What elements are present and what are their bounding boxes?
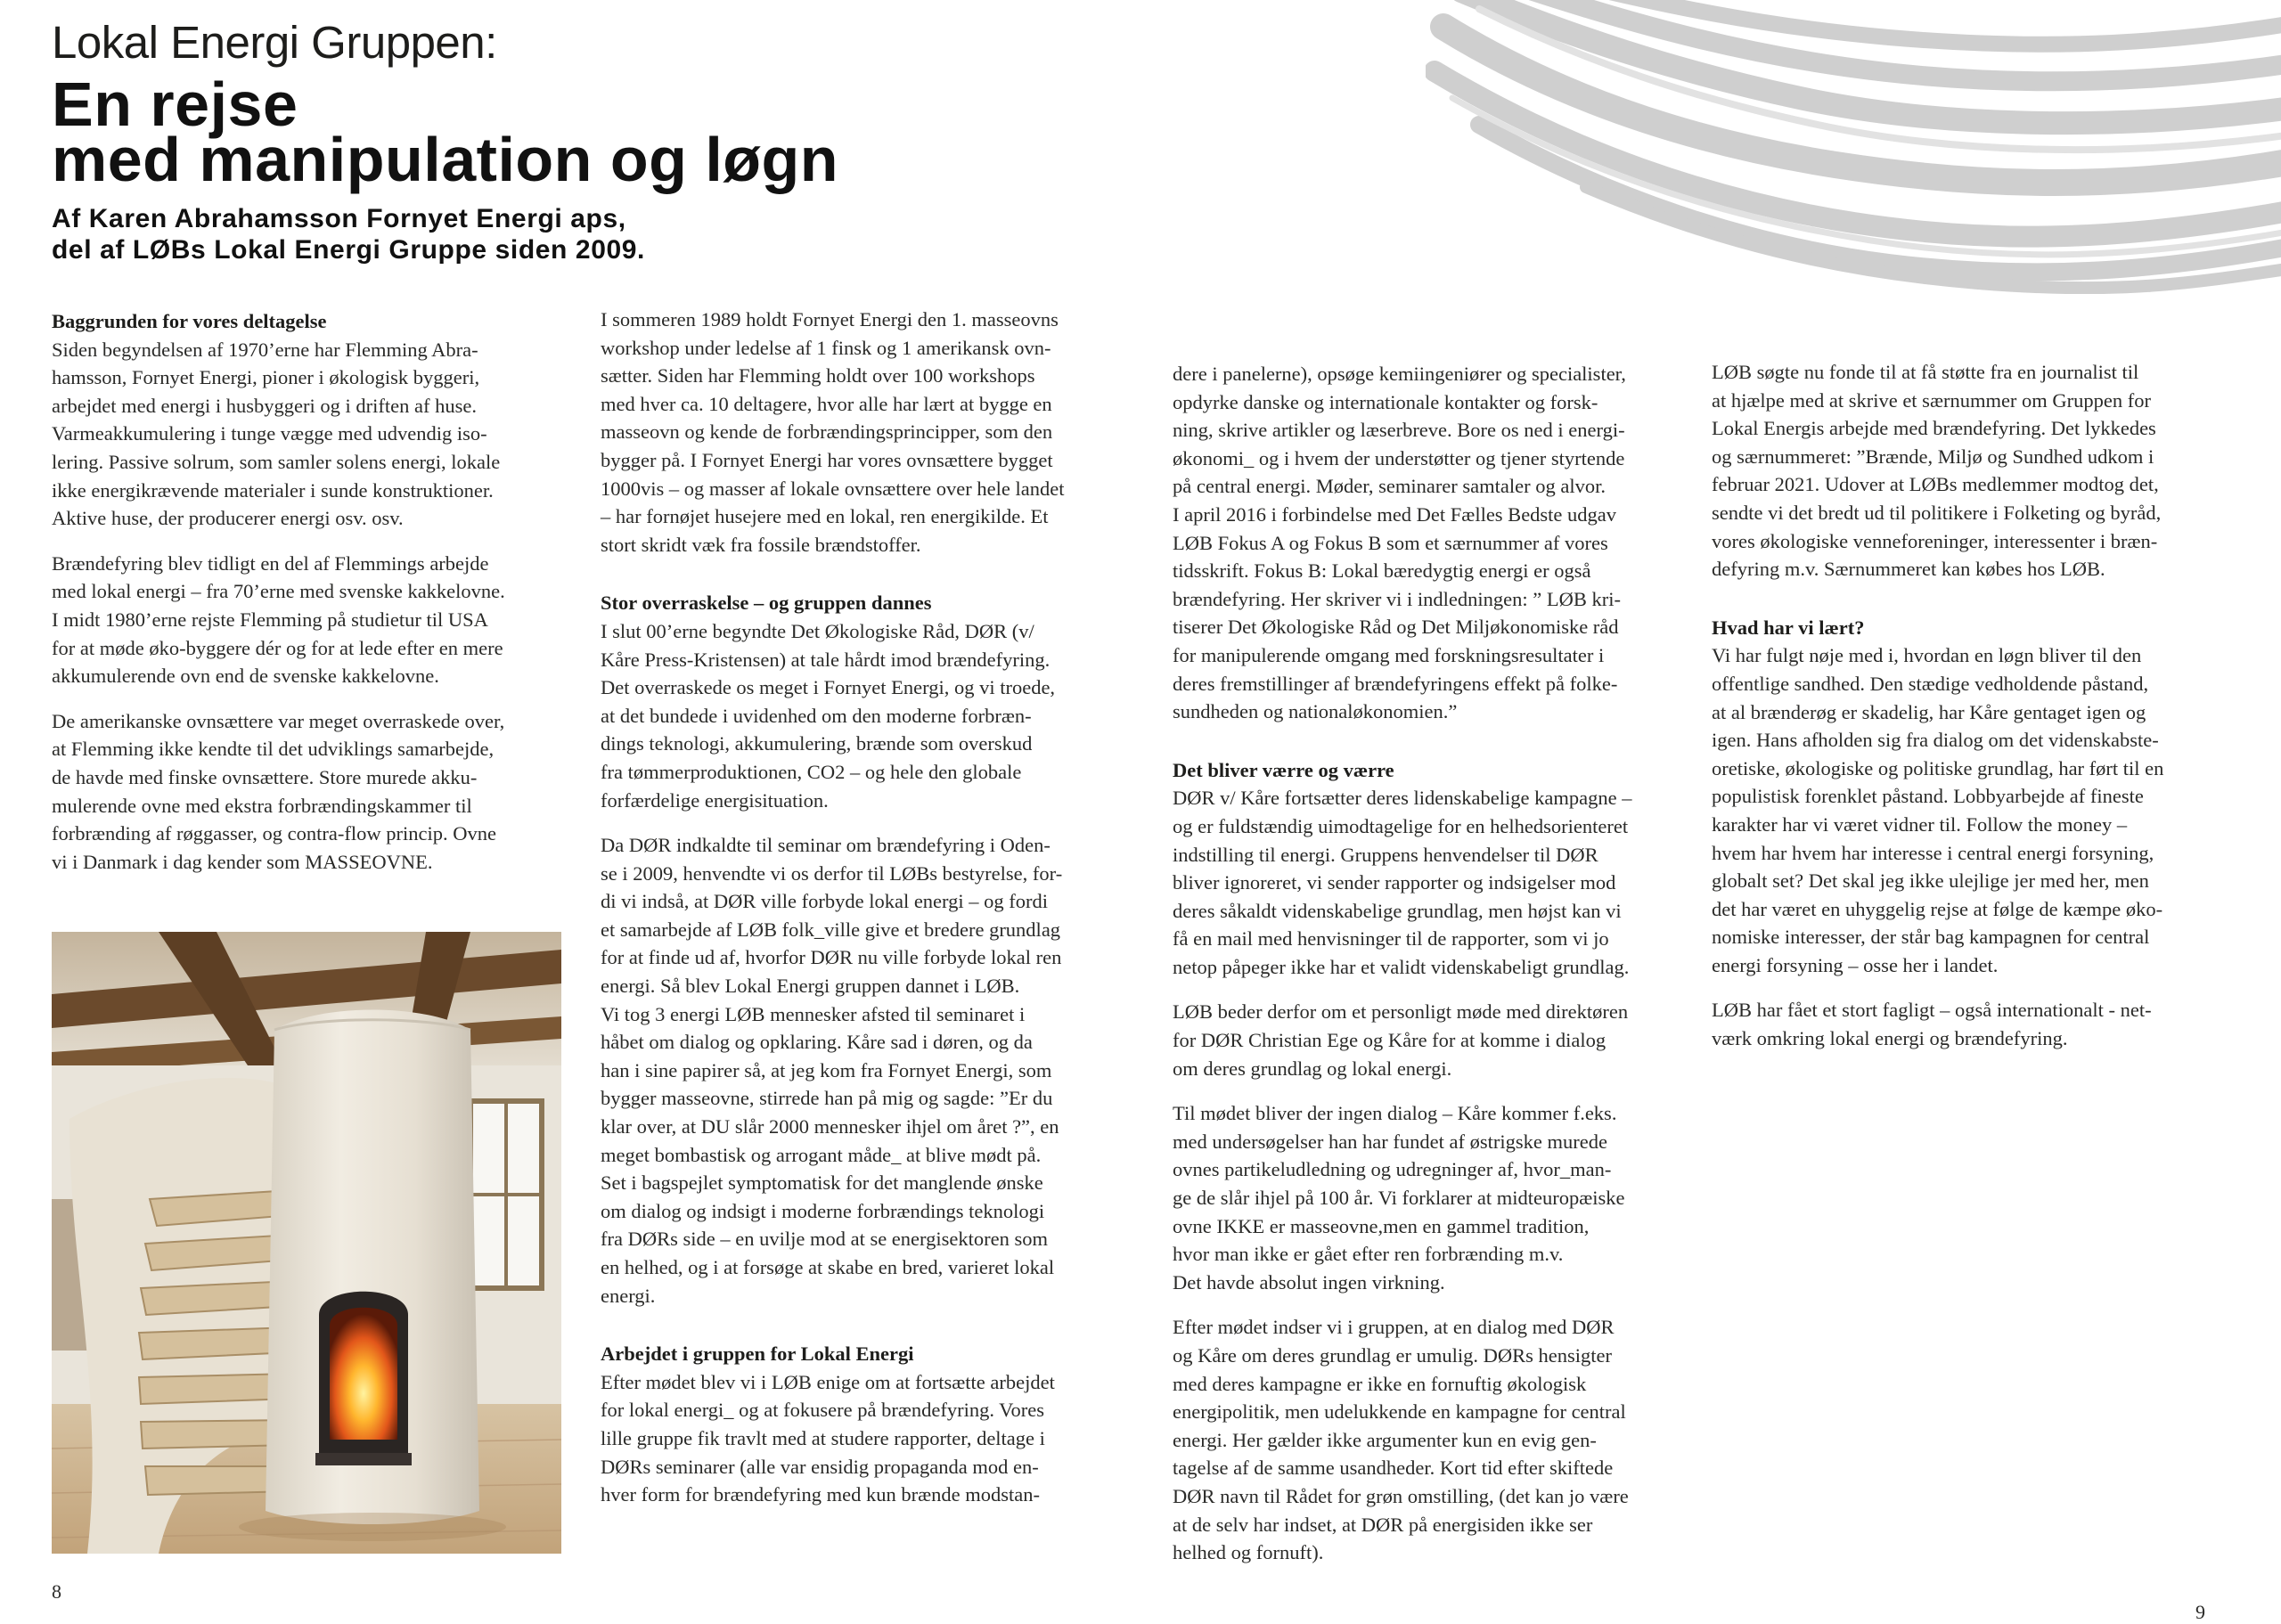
text-line: energi forsyning – osse her i landet.	[1712, 953, 1999, 976]
text-line: han i sine papirer så, at jeg kom fra Fornyet Energi, som	[601, 1058, 1052, 1081]
text-line: sundheden og nationaløkonomien.”	[1173, 700, 1458, 723]
text-line: tagelse af de samme usandheder. Kort tid efter skiftede	[1173, 1457, 1614, 1480]
text-line: med deres kampagne er ikke en fornuftig økologisk	[1173, 1372, 1587, 1395]
text-line: værk omkring lokal energi og brændefyring.	[1712, 1027, 2068, 1050]
text-line: nomiske interesser, der står bag kampagnen for central	[1712, 926, 2150, 949]
text-column-3	[1173, 360, 1680, 1567]
text-line: mulerende ovne med ekstra forbrændingskammer til	[52, 794, 472, 817]
text-line: hver form for brændefyring med kun brænde modstan-	[601, 1483, 1041, 1506]
text-line: DØR navn til Rådet for grøn omstilling, (det kan jo være	[1173, 1484, 1629, 1507]
text-line: globalt set? Det skal jeg ikke ulejlige jer med her, men	[1712, 869, 2149, 893]
text-line: netop påpeger ikke har et validt videnskabeligt grundlag.	[1173, 955, 1630, 978]
text-line: defyring m.v. Særnummeret kan købes hos LØB.	[1712, 558, 2105, 581]
paragraph	[52, 550, 560, 690]
page-number-left: 8	[52, 1580, 61, 1603]
text-line: stort skridt væk fra fossile brændstoffer.	[601, 533, 921, 556]
text-line: for lokal energi_ og at fokusere på brændefyring. Vores	[601, 1399, 1044, 1422]
text-line: opdyrke danske og internationale kontakter og forsk-	[1173, 390, 1598, 413]
paragraph	[52, 336, 560, 533]
paragraph	[1712, 996, 2220, 1052]
text-line: Brændefyring blev tidligt en del af Flemmings arbejde	[52, 551, 489, 575]
text-line: Set i bagspejlet symptomatisk for det manglende ønske	[601, 1171, 1043, 1195]
paragraph	[1712, 358, 2220, 583]
text-line: ge de slår ihjel på 100 år. Vi forklarer at midteuropæiske	[1173, 1187, 1625, 1210]
text-line: helhed og fornuft).	[1173, 1541, 1324, 1564]
text-line: dings teknologi, akkumulering, brænde som overskud	[601, 732, 1033, 755]
text-line: tiserer Det Økologiske Råd og Det Miljøkonomiske råd	[1173, 616, 1619, 639]
text-line: arbejdet med energi i husbyggeri og i driften af huse.	[52, 394, 477, 417]
paragraph	[1173, 1313, 1680, 1566]
text-line: akkumulerende ovn end de svenske kakkelovne.	[52, 665, 439, 688]
text-line: Vi tog 3 energi LØB mennesker afsted til seminaret i	[601, 1002, 1026, 1025]
text-line: bygger på. I Fornyet Energi har vores ovnsættere bygget	[601, 448, 1053, 471]
text-line: meget bombastisk og arrogant måde_ at blive mødt på.	[601, 1143, 1042, 1166]
text-line: de havde med finske ovnsættere. Store murede akku-	[52, 765, 478, 788]
text-line: 1000vis – og masser af lokale ovnsættere over hele landet	[601, 477, 1065, 500]
text-line: Aktive huse, der producerer energi osv. osv.	[52, 507, 404, 530]
text-line: med lokal energi – fra 70’erne med svenske kakkelovne.	[52, 580, 505, 603]
text-line: februar 2021. Udover at LØBs medlemmer modtog det,	[1712, 473, 2159, 496]
text-line: oretiske, økologiske og politiske grundlag, har ført til en	[1712, 756, 2164, 779]
section-heading: Det bliver værre og værre	[1173, 758, 1394, 781]
text-line: I slut 00’erne begyndte Det Økologiske Råd, DØR (v/	[601, 619, 1034, 642]
text-line: brændefyring. Her skriver vi i indledningen: ” LØB kri-	[1173, 587, 1622, 610]
text-line: I april 2016 i forbindelse med Det Fælles Bedste udgav	[1173, 502, 1617, 526]
text-line: offentlige sandhed. Den stædige vedholdende påstand,	[1712, 672, 2149, 695]
paragraph	[1173, 1099, 1680, 1296]
text-line: bygger masseovne, stirrede han på mig og sagde: ”Er du	[601, 1087, 1053, 1110]
text-line: karakter har vi været vidner til. Follow the money –	[1712, 812, 2128, 836]
text-line: LØB beder derfor om et personligt møde med direktøren	[1173, 1000, 1629, 1024]
text-line: energi. Så blev Lokal Energi gruppen dannet i LØB.	[601, 975, 1020, 998]
text-line: fra DØRs side – en uvilje mod at se energisektoren som	[601, 1228, 1048, 1251]
article-kicker: Lokal Energi Gruppen:	[52, 17, 497, 68]
text-line: for at finde ud af, hvorfor DØR nu ville forbyde lokal ren	[601, 946, 1062, 969]
text-line: LØB Fokus A og Fokus B som et særnummer af vores	[1173, 531, 1608, 554]
text-line: energi. Her gælder ikke argumenter kun en evig gen-	[1173, 1428, 1597, 1451]
text-line: ovne IKKE er masseovne,men en gammel tradition,	[1173, 1214, 1590, 1237]
text-line: dere i panelerne), opsøge kemiingeniører og specialister,	[1173, 363, 1626, 385]
text-line: tidsskrift. Fokus B: Lokal bæredygtig energi er også	[1173, 559, 1591, 583]
paragraph	[1173, 998, 1680, 1082]
text-line: på central energi. Møder, seminarer samtaler og alvor.	[1173, 475, 1606, 498]
text-line: Vi har fulgt nøje med i, hvordan en løgn bliver til den	[1712, 644, 2142, 667]
text-line: sætter. Siden har Flemming holdt over 100 workshops	[601, 364, 1035, 388]
text-line: og særnummeret: ”Brænde, Miljø og Sundhed udkom i	[1712, 445, 2154, 468]
paragraph	[601, 1368, 1113, 1509]
text-line: indstilling til energi. Gruppens henvendelser til DØR	[1173, 843, 1598, 866]
masonry-stove-photo	[52, 932, 561, 1554]
text-line: et samarbejde af LØB folk_ville give et bredere grundlag	[601, 918, 1061, 941]
text-line: I sommeren 1989 holdt Fornyet Energi den 1. masseovns	[601, 308, 1059, 331]
text-line: klar over, at DU slår 2000 mennesker ihjel om året ?”, en	[601, 1115, 1059, 1138]
text-line: DØR v/ Kåre fortsætter deres lidenskabelige kampagne –	[1173, 787, 1632, 810]
text-line: Efter mødet indser vi i gruppen, at en dialog med DØR	[1173, 1316, 1615, 1339]
text-line: at Flemming ikke kendte til det udviklings samarbejde,	[52, 738, 495, 761]
text-line: med hver ca. 10 deltagere, hvor alle har lært at bygge en	[601, 392, 1052, 415]
article-title	[52, 69, 839, 194]
text-line: for manipulerende omgang med forskningsresultater i	[1173, 643, 1605, 666]
text-line: bliver ignoreret, vi sender rapporter og indsigelser mod	[1173, 871, 1616, 894]
text-line: vi i Danmark i dag kender som MASSEOVNE.	[52, 850, 433, 873]
decorative-wood-grain	[1426, 0, 2281, 294]
text-line: med undersøgelser han har fundet af østrigske murede	[1173, 1130, 1607, 1153]
text-line: DØRs seminarer (alle var ensidig propaganda mod en-	[601, 1455, 1039, 1478]
text-line: fra tømmerproduktionen, CO2 – og hele den globale	[601, 760, 1022, 783]
text-line: Siden begyndelsen af 1970’erne har Flemming Abra-	[52, 338, 478, 361]
text-line: hvor man ikke er gået efter ren forbrænding m.v.	[1173, 1243, 1564, 1266]
byline-line: del af LØBs Lokal Energi Gruppe siden 2009.	[52, 235, 645, 265]
text-line: ikke energikrævende materialer i sunde konstruktioner.	[52, 478, 494, 502]
text-line: Det havde absolut ingen virkning.	[1173, 1270, 1445, 1293]
section-heading: Hvad har vi lært?	[1712, 616, 1865, 639]
text-line: Det overraskede os meget i Fornyet Energi, og vi troede,	[601, 676, 1056, 699]
page-number-right: 9	[2195, 1601, 2205, 1623]
article-byline	[52, 203, 645, 265]
section-heading: Stor overraskelse – og gruppen dannes	[601, 592, 932, 615]
text-line: en helhed, og i at forsøge at skabe en bred, varieret lokal	[601, 1256, 1055, 1278]
text-line: Efter mødet blev vi i LØB enige om at fortsætte arbejdet	[601, 1370, 1055, 1393]
text-line: energipolitik, men udelukkende en kampagne for central	[1173, 1400, 1626, 1424]
text-line: at det bundede i uvidenhed om den moderne forbræn-	[601, 704, 1032, 727]
text-line: at de selv har indset, at DØR på energisiden ikke ser	[1173, 1513, 1593, 1536]
paragraph	[601, 831, 1113, 1310]
text-column-4	[1712, 358, 2220, 1053]
text-line: om deres grundlag og lokal energi.	[1173, 1057, 1452, 1080]
text-line: ovnes partikeludledning og udregninger af, hvor_man-	[1173, 1158, 1612, 1181]
byline-line: Af Karen Abrahamsson Fornyet Energi aps,	[52, 204, 626, 233]
text-line: sendte vi det bredt ud til politikere i Folketing og byråd,	[1712, 501, 2162, 524]
text-line: økonomi_ og i hvem der understøtter og tjener styrtende	[1173, 446, 1625, 469]
text-line: I midt 1980’erne rejste Flemming på studietur til USA	[52, 608, 488, 631]
text-line: for at møde øko-byggere dér og for at lede efter en mere	[52, 636, 503, 659]
text-line: masseovn og kende de forbrændingsprincipper, som den	[601, 420, 1053, 444]
text-line: deres fremstillinger af brændefyringens effekt på folke-	[1173, 672, 1618, 695]
text-line: ning, skrive artikler og læserbreve. Bore os ned i energi-	[1173, 419, 1625, 442]
text-line: vores økologiske venneforeninger, interessenter i bræn-	[1712, 529, 2158, 552]
text-line: deres såkaldt videnskabelige grundlag, men højst kan vi	[1173, 899, 1622, 922]
paragraph	[1712, 641, 2220, 979]
text-line: Da DØR indkaldte til seminar om brændefyring i Oden-	[601, 834, 1051, 857]
text-line: at al brænderøg er skadelig, har Kåre gentaget igen og	[1712, 700, 2146, 723]
text-line: om dialog og indsigt i moderne forbrændings teknologi	[601, 1199, 1045, 1222]
paragraph	[1173, 360, 1680, 726]
text-line: lering. Passive solrum, som samler solens energi, lokale	[52, 450, 501, 473]
text-line: LØB søgte nu fonde til at få støtte fra en journalist til	[1712, 361, 2139, 383]
text-line: Kåre Press-Kristensen) at tale hårdt imod brændefyring.	[601, 648, 1051, 671]
text-line: at hjælpe med at skrive et særnummer om Gruppen for	[1712, 388, 2152, 412]
text-line: Lokal Energis arbejde med brændefyring. Det lykkedes	[1712, 417, 2156, 440]
text-line: di vi indså, at DØR ville forbyde lokal energi – og fordi	[601, 890, 1048, 913]
paragraph	[601, 306, 1113, 559]
section-heading: Arbejdet i gruppen for Lokal Energi	[601, 1342, 914, 1366]
text-line: De amerikanske ovnsættere var meget overraskede over,	[52, 709, 505, 732]
text-line: Til mødet bliver der ingen dialog – Kåre kommer f.eks.	[1173, 1102, 1617, 1125]
text-line: det har været en uhyggelig rejse at følge de kæmpe øko-	[1712, 897, 2163, 920]
text-line: workshop under ledelse af 1 finsk og 1 amerikansk ovn-	[601, 336, 1051, 359]
text-line: LØB har fået et stort fagligt – også internationalt - net-	[1712, 999, 2152, 1022]
text-line: og Kåre om deres grundlag er umulig. DØRs hensigter	[1173, 1344, 1613, 1367]
text-line: og er fuldstændig uimodtagelige for en helhedsorienteret	[1173, 814, 1629, 837]
text-line: – har fornøjet husejere med en lokal, ren energikilde. Et	[601, 505, 1049, 528]
text-line: få en mail med henvisninger til de rapporter, som vi jo	[1173, 927, 1609, 951]
text-line: for DØR Christian Ege og Kåre for at komme i dialog	[1173, 1029, 1607, 1052]
text-line: Varmeakkumulering i tunge vægge med udvendig iso-	[52, 422, 487, 445]
text-line: igen. Hans afholden sig fra dialog om det videnskabste-	[1712, 729, 2159, 752]
paragraph	[52, 707, 560, 877]
text-line: se i 2009, henvendte vi os derfor til LØBs bestyrelse, for-	[601, 861, 1063, 885]
section-heading: Baggrunden for vores deltagelse	[52, 310, 327, 332]
text-column-1	[52, 307, 560, 876]
text-line: forfærdelige energisituation.	[601, 788, 829, 812]
article-title-line: En rejse	[52, 69, 298, 139]
text-line: hvem har hvem har interesse i central energi forsyning,	[1712, 841, 2154, 864]
paragraph	[1173, 784, 1680, 981]
text-line: lille gruppe fik travlt med at studere rapporter, deltage i	[601, 1426, 1045, 1449]
paragraph	[601, 617, 1113, 814]
article-title-line: med manipulation og løgn	[52, 125, 839, 194]
text-line: populistisk forenklet påstand. Lobbyarbejde af fineste	[1712, 785, 2144, 808]
text-column-2	[601, 306, 1113, 1509]
text-line: forbrænding af røggasser, og contra-flow princip. Ovne	[52, 822, 496, 845]
text-line: håbet om dialog og opklaring. Kåre sad i døren, og da	[601, 1031, 1033, 1054]
text-line: hamsson, Fornyet Energi, pioner i økologisk byggeri,	[52, 366, 480, 389]
text-line: energi.	[601, 1284, 656, 1307]
